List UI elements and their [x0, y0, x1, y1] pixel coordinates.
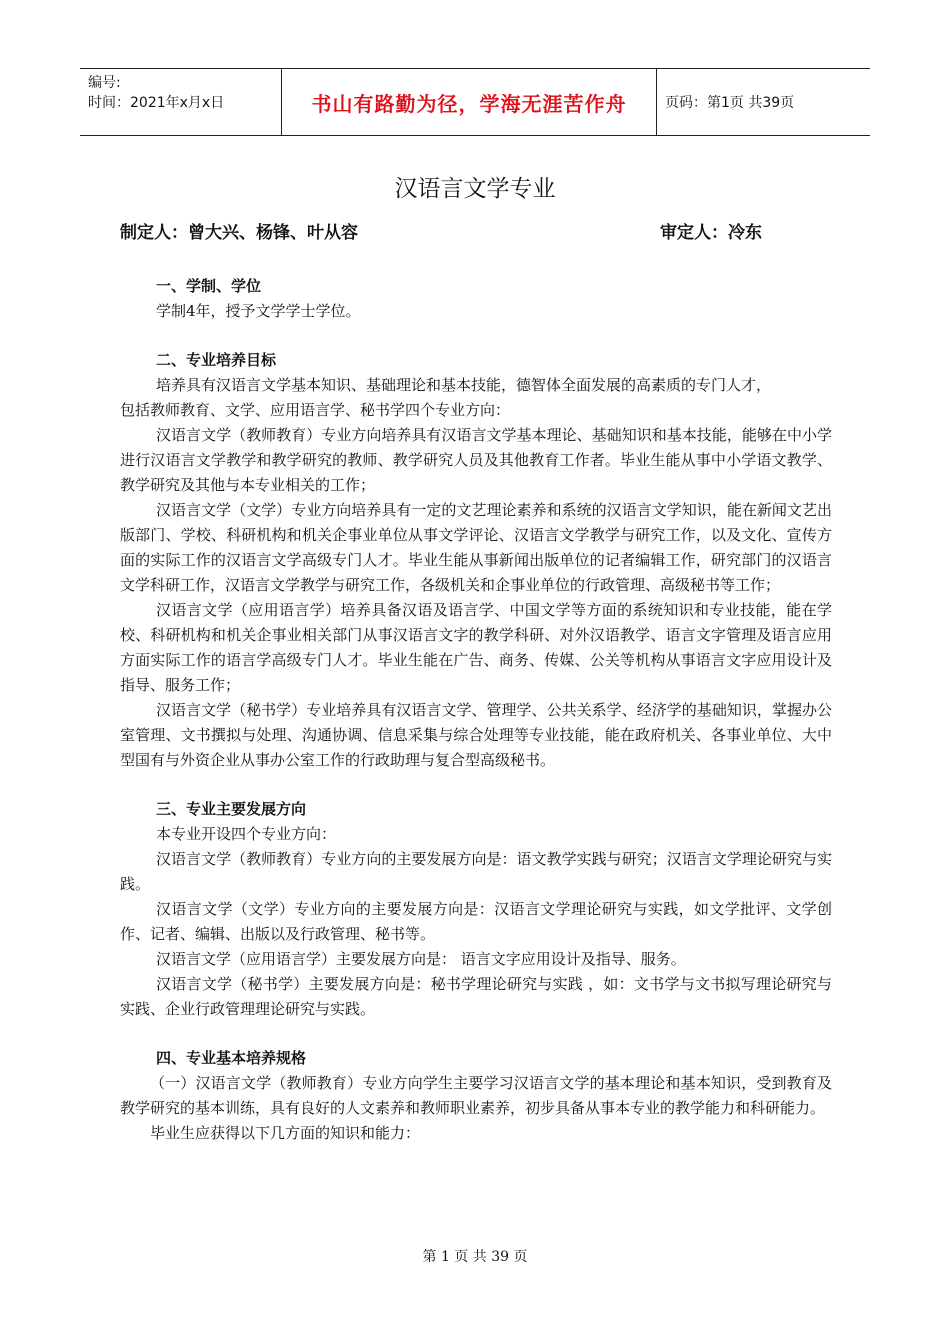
- paragraph: 汉语言文学（教师教育）专业方向的主要发展方向是：语文教学实践与研究；汉语言文学理论研究与实践。: [120, 850, 832, 893]
- document-makers: 制定人：曾大兴、杨锋、叶从容: [120, 223, 358, 243]
- section-heading: 三、专业主要发展方向: [156, 800, 307, 818]
- section-heading: 四、专业基本培养规格: [156, 1049, 307, 1067]
- paragraph: 汉语言文学（应用语言学）主要发展方向是： 语言文字应用设计及指导、服务。: [156, 950, 686, 968]
- section-3: [120, 797, 832, 1022]
- paragraph: 汉语言文学（文学）专业方向的主要发展方向是：汉语言文学理论研究与实践，如文学批评、文学创作、记者、编辑、出版以及行政管理、秘书等。: [120, 900, 832, 943]
- paragraph: 汉语言文学（秘书学）主要发展方向是：秘书学理论研究与实践 ，如：文书学与文书拟写理论研究与实践、企业行政管理理论研究与实践。: [120, 975, 832, 1018]
- header-page-text: 页码：第1页 共39页: [665, 95, 795, 111]
- paragraph: 汉语言文学（教师教育）专业方向培养具有汉语言文学基本理论、基础知识和基本技能，能够在中小学进行汉语言文学教学和教学研究的教师、教学研究人员及其他教育工作者。毕业生能从事中小学语文教学、教学研究及其他与本专业相关的工作；: [120, 426, 832, 494]
- paragraph: 汉语言文学（应用语言学）培养具备汉语及语言学、中国文学等方面的系统知识和专业技能，能在学校、科研机构和机关企事业相关部门从事汉语言文字的教学科研、对外汉语教学、语言文字管理及语言应用方面实际工作的语言学高级专门人才。毕业生能在广告、商务、传媒、公关等机构从事语言文字应用设计及指导、服务工作；: [120, 601, 832, 694]
- paragraph: 培养具有汉语言文学基本知识、基础理论和基本技能，德智体全面发展的高素质的专门人才，: [156, 376, 772, 394]
- paragraph: 本专业开设四个专业方向：: [156, 825, 337, 843]
- header-page-info: [657, 69, 870, 135]
- paragraph: 毕业生应获得以下几方面的知识和能力：: [150, 1124, 421, 1142]
- section-heading: 一、学制、学位: [156, 277, 262, 295]
- document-reviewer: 审定人：冷东: [660, 223, 762, 243]
- paragraph: 汉语言文学（秘书学）专业培养具有汉语言文学、管理学、公共关系学、经济学的基础知识，掌握办公室管理、文书撰拟与处理、沟通协调、信息采集与综合处理等专业技能，能在政府机关、各事业单位、大中型国有与外资企业从事办公室工作的行政助理与复合型高级秘书。: [120, 701, 832, 769]
- paragraph: （一）汉语言文学（教师教育）专业方向学生主要学习汉语言文学的基本理论和基本知识，受到教育及教学研究的基本训练，具有良好的人文素养和教师职业素养，初步具备从事本专业的教学能力和科研能力。: [120, 1074, 832, 1117]
- document-body: [120, 274, 832, 1146]
- header-motto: 书山有路勤为径，学海无涯苦作舟: [311, 91, 627, 116]
- header-time: 时间：2021年x月x日: [88, 95, 225, 111]
- paragraph: 汉语言文学（文学）专业方向培养具有一定的文艺理论素养和系统的汉语言文学知识，能在新闻文艺出版部门、学校、科研机构和机关企事业单位从事文学评论、汉语言文学教学与研究工作，以及文化、宣传方面的实际工作的汉语言文学高级专门人才。毕业生能从事新闻出版单位的记者编辑工作，研究部门的汉语言文学科研工作，汉语言文学教学与研究工作，各级机关和企事业单位的行政管理、高级秘书等工作；: [120, 501, 832, 594]
- section-2: [120, 348, 832, 773]
- header-meta: [80, 69, 281, 135]
- section-4: [120, 1046, 832, 1146]
- page-header: [80, 68, 870, 136]
- header-motto-cell: [281, 69, 657, 135]
- document-title: 汉语言文学专业: [394, 176, 556, 202]
- section-1: [120, 274, 832, 324]
- header-number: 编号:: [88, 75, 121, 91]
- section-heading: 二、专业培养目标: [156, 351, 277, 369]
- paragraph: 包括教师教育、文学、应用语言学、秘书学四个专业方向：: [120, 401, 511, 419]
- paragraph: 学制4年，授予文学学士学位。: [156, 302, 361, 320]
- page-footer: 第 1 页 共 39 页: [422, 1249, 528, 1265]
